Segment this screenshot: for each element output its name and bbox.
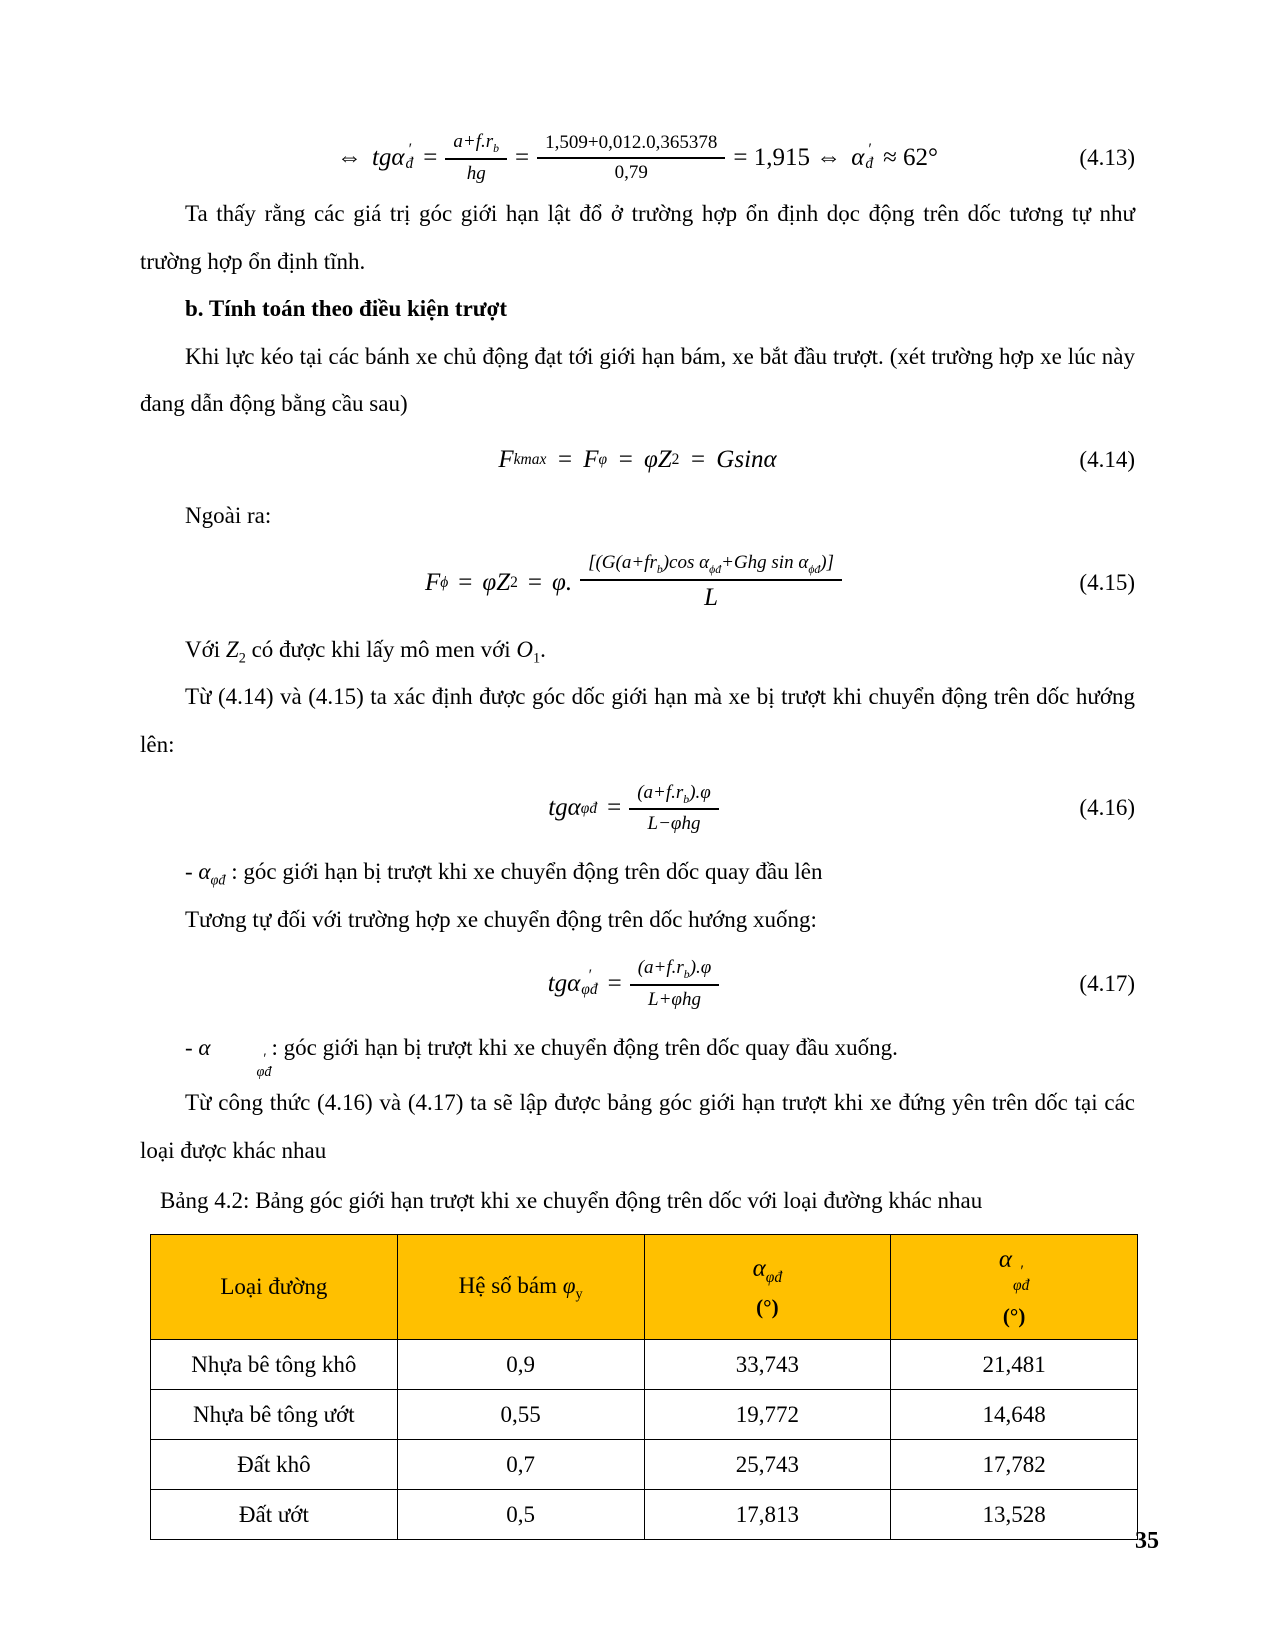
- equation-number: (4.16): [1079, 795, 1135, 821]
- definition-item: - $\alpha_{\varphi đ}$ : góc giới hạn bị trượt khi xe chuyển động trên dốc quay đầu lên: [185, 859, 823, 890]
- paragraph: Với $Z_2$ có được khi lấy mô men với $O_1$.: [185, 636, 546, 667]
- cell-road-type: Đất khô: [151, 1440, 398, 1490]
- definition-item: - α ′ φđ : góc giới hạn bị trượt khi xe chuyển động trên dốc quay đầu xuống.: [185, 1034, 898, 1080]
- fraction-slip-down: $\frac{(a+f.r_b).\varphi}{\text{L+φhg}}$: [630, 957, 720, 1010]
- cell-alpha-down: 14,648: [891, 1390, 1138, 1440]
- cell-adhesion: 0,7: [397, 1440, 644, 1490]
- equation-4-17-body: tgα ′ φđ = $\frac{(a+f.r_b).\varphi}{\text{L+φhg}}$: [548, 957, 728, 1010]
- equation-number: (4.15): [1079, 569, 1135, 595]
- cell-road-type: Đất ướt: [151, 1490, 398, 1540]
- equation-4-17: [140, 948, 1135, 1020]
- fraction-slip-up: $\frac{(a+f.r_b).\varphi}{\text{L−φhg}}$: [629, 782, 719, 835]
- paragraph: Tương tự đối với trường hợp xe chuyển động trên dốc hướng xuống:: [185, 907, 817, 933]
- cell-alpha-down: 13,528: [891, 1490, 1138, 1540]
- equation-4-16: [140, 772, 1135, 844]
- cell-adhesion: 0,55: [397, 1390, 644, 1440]
- table-row: [151, 1490, 1138, 1540]
- cell-adhesion: 0,5: [397, 1490, 644, 1540]
- cell-adhesion: 0,9: [397, 1340, 644, 1390]
- fraction-adhesion: $\frac{[(G(a+fr_b)\cos \alpha_{\phi đ}+Ghg \sin \alpha_{\phi đ})]}{L}$: [580, 552, 842, 612]
- header-road-type: Loại đường: [151, 1235, 398, 1340]
- cell-alpha-up: 33,743: [644, 1340, 891, 1390]
- header-adhesion-coefficient: Hệ số bám $\varphi_y$: [397, 1235, 644, 1340]
- paragraph: Khi lực kéo tại các bánh xe chủ động đạt tới giới hạn bám, xe bắt đầu trượt. (xét trường hợp xe lúc này đang dẫn động bằng cầu sau): [140, 343, 1135, 417]
- table-header-row: [151, 1235, 1138, 1340]
- equation-4-15-body: F ϕ = φZ 2 = φ. $\frac{[(G(a+fr_b)\cos \alpha_{\phi đ}+Ghg \sin \alpha_{\phi đ})]}{L}$: [425, 552, 850, 612]
- equation-4-14-body: F kmax = F φ = φZ 2 = Gsinα: [498, 446, 777, 474]
- table-caption: Bảng 4.2: Bảng góc giới hạn trượt khi xe chuyển động trên dốc với loại đường khác nhau: [160, 1188, 983, 1214]
- table-row: [151, 1390, 1138, 1440]
- section-heading: b. Tính toán theo điều kiện trượt: [185, 296, 507, 322]
- fraction-numeric: $\frac{1,509+0,012.0,365378}{0,79}$: [537, 132, 725, 184]
- table-row: [151, 1440, 1138, 1490]
- slip-angle-table: [150, 1234, 1138, 1540]
- table-header: [151, 1235, 1138, 1340]
- equation-number: (4.17): [1079, 970, 1135, 996]
- table-body: [151, 1340, 1138, 1540]
- cell-alpha-up: 17,813: [644, 1490, 891, 1540]
- paragraph: Ta thấy rằng các giá trị góc giới hạn lật đổ ở trường hợp ổn định dọc động trên dốc tương tự như trường hợp ổn định tĩnh.: [140, 201, 1135, 274]
- page-number: 35: [1135, 1528, 1159, 1554]
- equation-4-15: [140, 544, 1135, 622]
- iff-symbol: ⇔: [336, 143, 362, 171]
- header-alpha-up: $\alpha_{\varphi đ}$ (°): [644, 1235, 891, 1340]
- cell-alpha-down: 17,782: [891, 1440, 1138, 1490]
- cell-alpha-up: 19,772: [644, 1390, 891, 1440]
- equation-4-14: [140, 432, 1135, 488]
- cell-road-type: Nhựa bê tông ướt: [151, 1390, 398, 1440]
- header-alpha-down: α ′ φđ (°): [891, 1235, 1138, 1340]
- equation-4-13: [140, 130, 1135, 186]
- paragraph: Từ (4.14) và (4.15) ta xác định được góc dốc giới hạn mà xe bị trượt khi chuyển động trên dốc hướng lên:: [140, 684, 1135, 757]
- equation-4-13-body: ⇔ tgα ′ đ = $\frac{a+f.r_b}{hg}$ = $\frac{1,509+0,012.0,365378}{0,79}$ = 1,915 ⇔ α ′ đ ≈ 62°: [336, 131, 939, 184]
- equation-4-16-body: tgα φđ = $\frac{(a+f.r_b).\varphi}{\text{L−φhg}}$: [548, 782, 727, 835]
- cell-road-type: Nhựa bê tông khô: [151, 1340, 398, 1390]
- table-row: [151, 1340, 1138, 1390]
- cell-alpha-up: 25,743: [644, 1440, 891, 1490]
- fraction-symbolic: $\frac{a+f.r_b}{hg}$: [445, 131, 507, 184]
- equation-number: (4.13): [1079, 145, 1135, 170]
- cell-alpha-down: 21,481: [891, 1340, 1138, 1390]
- paragraph: Ngoài ra:: [185, 503, 272, 529]
- equation-number: (4.14): [1079, 447, 1135, 473]
- paragraph: Từ công thức (4.16) và (4.17) ta sẽ lập được bảng góc giới hạn trượt khi xe đứng yên trên dốc tại các loại được khác nhau: [140, 1090, 1135, 1163]
